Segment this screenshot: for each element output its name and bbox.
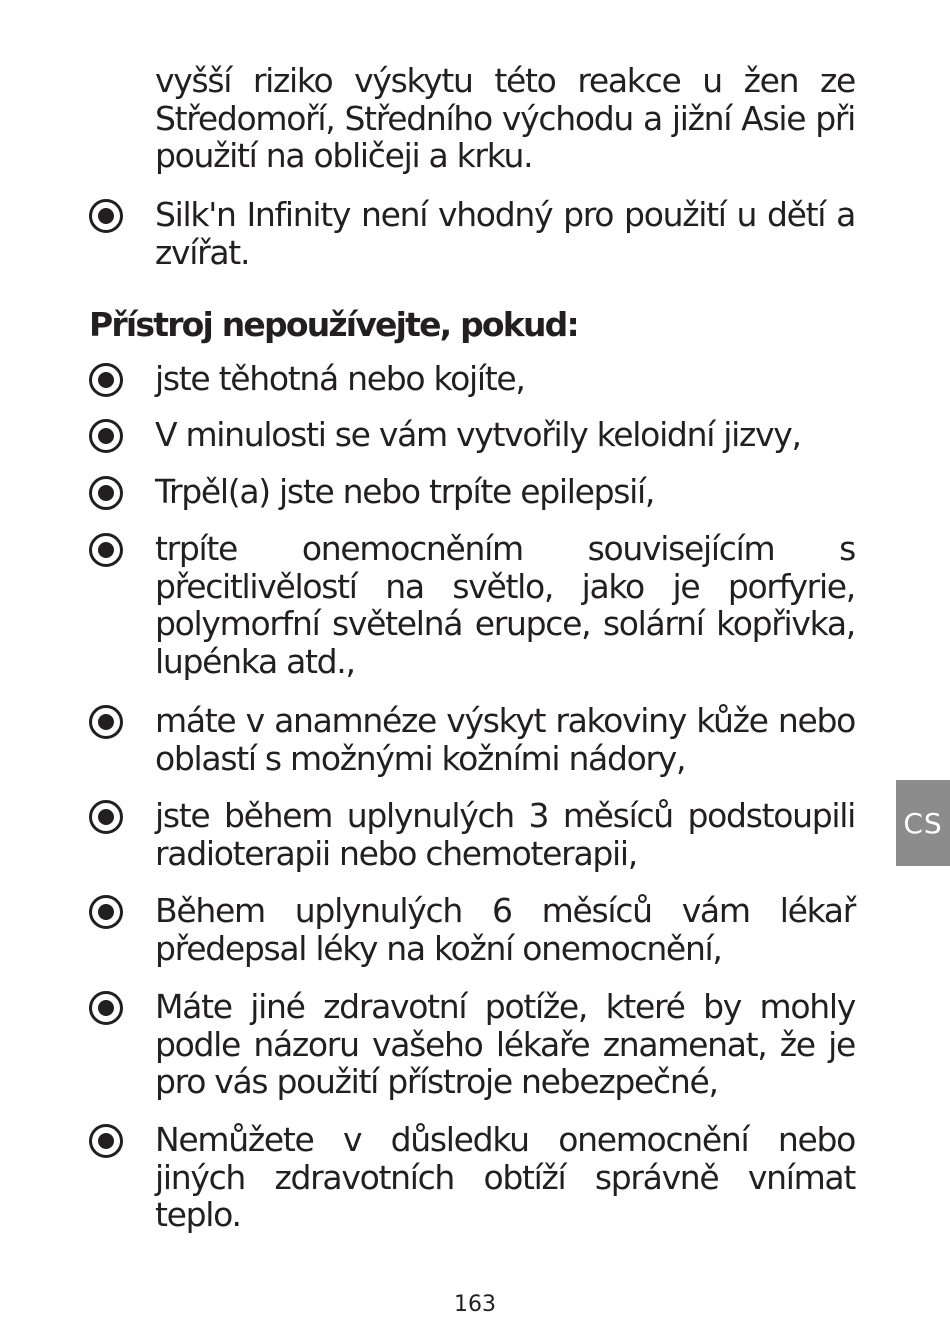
list-item-text: V minulosti se vám vytvořily keloidní jizvy,: [155, 415, 801, 454]
list-item-text: Nemůžete v důsledku onemocnění nebo jiných zdravotních obtíží správně vnímat teplo.: [155, 1120, 855, 1234]
bullet-icon: [89, 476, 123, 510]
list-item-text: máte v anamnéze výskyt rakoviny kůže nebo oblastí s možnými kožními nádory,: [155, 701, 855, 778]
page-number: 163: [454, 1292, 496, 1317]
list-item-text: trpíte onemocněním souvisejícím s přecitlivělostí na světlo, jako je porfyrie, polymorfní světelná erupce, solární kopřivka, lupénka atd.,: [155, 529, 855, 681]
section-heading: Přístroj nepoužívejte, pokud:: [89, 305, 578, 344]
bullet-icon: [89, 705, 123, 739]
list-item-text: Máte jiné zdravotní potíže, které by mohly podle názoru vašeho lékaře znamenat, že je pro vás použití přístroje nebezpečné,: [155, 987, 855, 1101]
list-item-text: jste během uplynulých 3 měsíců podstoupili radioterapii nebo chemoterapii,: [155, 796, 855, 873]
bullet-icon: [89, 533, 123, 567]
language-tab: CS: [896, 780, 950, 866]
bullet-icon: [89, 1124, 123, 1158]
list-item-text: Během uplynulých 6 měsíců vám lékař předepsal léky na kožní onemocnění,: [155, 891, 855, 968]
bullet-icon: [89, 991, 123, 1025]
bullet-icon: [89, 199, 123, 233]
bullet-icon: [89, 895, 123, 929]
list-item-text: jste těhotná nebo kojíte,: [155, 359, 525, 398]
list-item-text: Trpěl(a) jste nebo trpíte epilepsií,: [155, 472, 655, 511]
list-item-text: Silk'n Infinity není vhodný pro použití u dětí a zvířat.: [155, 195, 855, 272]
continuation-paragraph: vyšší riziko výskytu této reakce u žen ze Středomoří, Středního východu a jižní Asie při použití na obličeji a krku.: [155, 61, 855, 175]
bullet-icon: [89, 419, 123, 453]
bullet-icon: [89, 363, 123, 397]
bullet-icon: [89, 800, 123, 834]
